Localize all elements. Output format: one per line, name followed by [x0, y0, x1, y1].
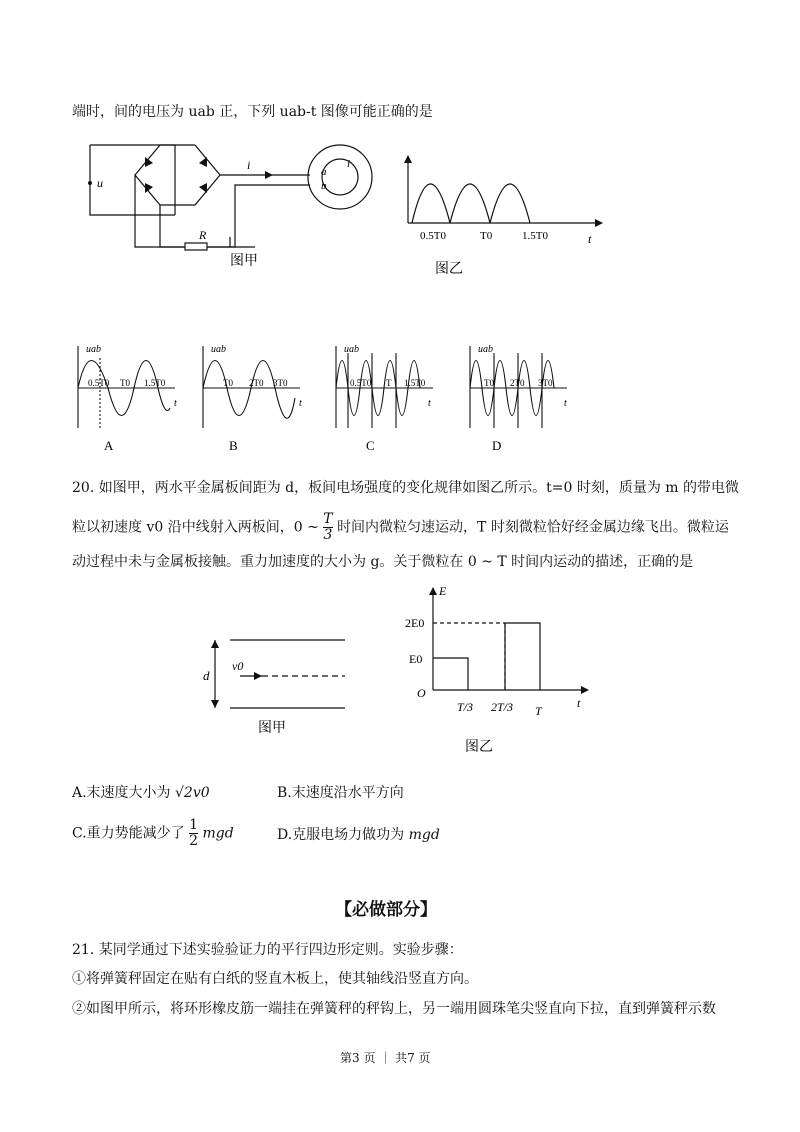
- option-c-expr: mgd: [202, 825, 234, 842]
- caption-circuit: 图甲: [230, 254, 258, 269]
- option-c-fraction: [189, 818, 198, 849]
- option-d-text: D.克服电场力做功为: [277, 827, 405, 843]
- q20-fraction: [323, 512, 332, 543]
- e-axis-label: E: [439, 585, 447, 598]
- option-c-den: 2: [189, 833, 199, 849]
- label-d: d: [203, 668, 210, 683]
- current-tick-1: 0.5T0: [420, 230, 446, 242]
- option-d: [277, 825, 440, 845]
- intro-line: 端时，间的电压为 uab 正，下列 uab-t 图像可能正确的是: [72, 104, 433, 120]
- e-t-graph: [405, 585, 595, 760]
- option-d-expr: mgd: [408, 827, 440, 843]
- option-d-tick-2: 2T0: [510, 378, 525, 388]
- option-d-tick-3: 3T0: [538, 378, 553, 388]
- option-d-ylabel: uab: [478, 344, 493, 355]
- label-i-coil: i: [347, 158, 351, 170]
- current-tick-2: T0: [480, 230, 493, 242]
- label-u: u: [97, 176, 103, 190]
- option-a-text: A.末速度大小为: [72, 785, 171, 801]
- option-c-letter: C: [366, 438, 375, 453]
- label-b: b: [321, 180, 327, 192]
- option-c-t: t: [428, 398, 431, 409]
- option-c-ylabel: uab: [344, 344, 359, 355]
- option-b-ylabel: uab: [211, 344, 226, 355]
- t-axis-label: t: [577, 696, 581, 710]
- plates-diagram: [200, 630, 360, 740]
- q20-frac-den: 3: [323, 527, 333, 543]
- e-tick-2e0: 2E0: [405, 616, 425, 630]
- option-c-num: 1: [189, 817, 199, 833]
- option-b-tick-2: 2T0: [249, 378, 264, 388]
- option-a-tick-3: 1.5T0: [144, 378, 166, 388]
- section-title: 【必做部分】: [335, 900, 437, 920]
- e-tick-e0: E0: [409, 652, 423, 666]
- label-v0: v0: [232, 659, 244, 673]
- option-c-tick-3: 1.5T0: [404, 378, 426, 388]
- option-b: B.末速度沿水平方向: [277, 785, 404, 801]
- t-tick-t3: T/3: [457, 700, 474, 714]
- option-b-tick-3: 3T0: [273, 378, 288, 388]
- q20-line-2-b: 时间内微粒匀速运动，T 时刻微粒恰好经金属边缘飞出。微粒运: [337, 519, 729, 536]
- caption-e-graph: 图乙: [465, 740, 493, 755]
- q20-frac-num: T: [323, 511, 333, 527]
- option-a-value: √2v0: [175, 785, 210, 801]
- q21-line-2: ①将弹簧秤固定在贴有白纸的竖直木板上，使其轴线沿竖直方向。: [72, 971, 478, 987]
- label-r: R: [199, 228, 207, 242]
- option-graph-b: [195, 338, 315, 458]
- current-t-axis: t: [588, 232, 592, 246]
- option-c-text: C.重力势能减少了: [72, 825, 185, 842]
- option-c: [72, 818, 234, 849]
- option-a-tick-1: 0.5T0: [88, 378, 110, 388]
- caption-current-graph: 图乙: [435, 262, 463, 277]
- q20-line-3: 动过程中未与金属板接触。重力加速度的大小为 g。关于微粒在 0 ~ T 时间内运动的描述，正确的是: [72, 554, 694, 570]
- current-tick-3: 1.5T0: [522, 230, 548, 242]
- current-graph: [400, 155, 610, 280]
- option-b-tick-1: T0: [223, 378, 233, 388]
- option-a-tick-2: T0: [120, 378, 130, 388]
- q20-line-1: 20. 如图甲，两水平金属板间距为 d，板间电场强度的变化规律如图乙所示。t=0 时刻，质量为 m 的带电微: [72, 480, 740, 496]
- option-b-letter: B: [229, 438, 238, 453]
- option-a-ylabel: uab: [86, 344, 101, 355]
- q20-line-2: [72, 512, 729, 543]
- option-a-letter: A: [104, 438, 114, 453]
- option-a-t: t: [174, 398, 177, 409]
- q20-line-2-a: 粒以初速度 v0 沿中线射入两板间，0 ~: [72, 519, 319, 536]
- option-c-tick-2: T: [386, 378, 392, 388]
- caption-plates: 图甲: [258, 721, 286, 736]
- label-a: a: [321, 166, 327, 178]
- option-b-t: t: [299, 398, 302, 409]
- page-footer: 第3 页 ｜ 共7 页: [340, 1051, 431, 1065]
- q21-line-1: 21. 某同学通过下述实验验证力的平行四边形定则。实验步骤：: [72, 942, 463, 958]
- option-d-tick-1: T0: [484, 378, 494, 388]
- t-tick-2t3: 2T/3: [491, 700, 514, 714]
- option-a: [72, 783, 210, 803]
- option-d-letter: D: [492, 438, 502, 453]
- option-graph-d: [462, 338, 582, 458]
- circuit-diagram: [75, 135, 395, 275]
- option-d-t: t: [564, 398, 567, 409]
- e-tick-origin: O: [417, 686, 426, 700]
- q21-line-3: ②如图甲所示，将环形橡皮筋一端挂在弹簧秤的秤钩上，另一端用圆珠笔尖竖直向下拉，直到弹簧秤示数: [72, 1001, 716, 1017]
- option-c-tick-1: 0.5T0: [350, 378, 372, 388]
- label-i-out: i: [247, 158, 251, 172]
- option-graph-a: [70, 338, 190, 458]
- t-tick-t: T: [535, 704, 542, 718]
- option-graph-c: [328, 338, 448, 458]
